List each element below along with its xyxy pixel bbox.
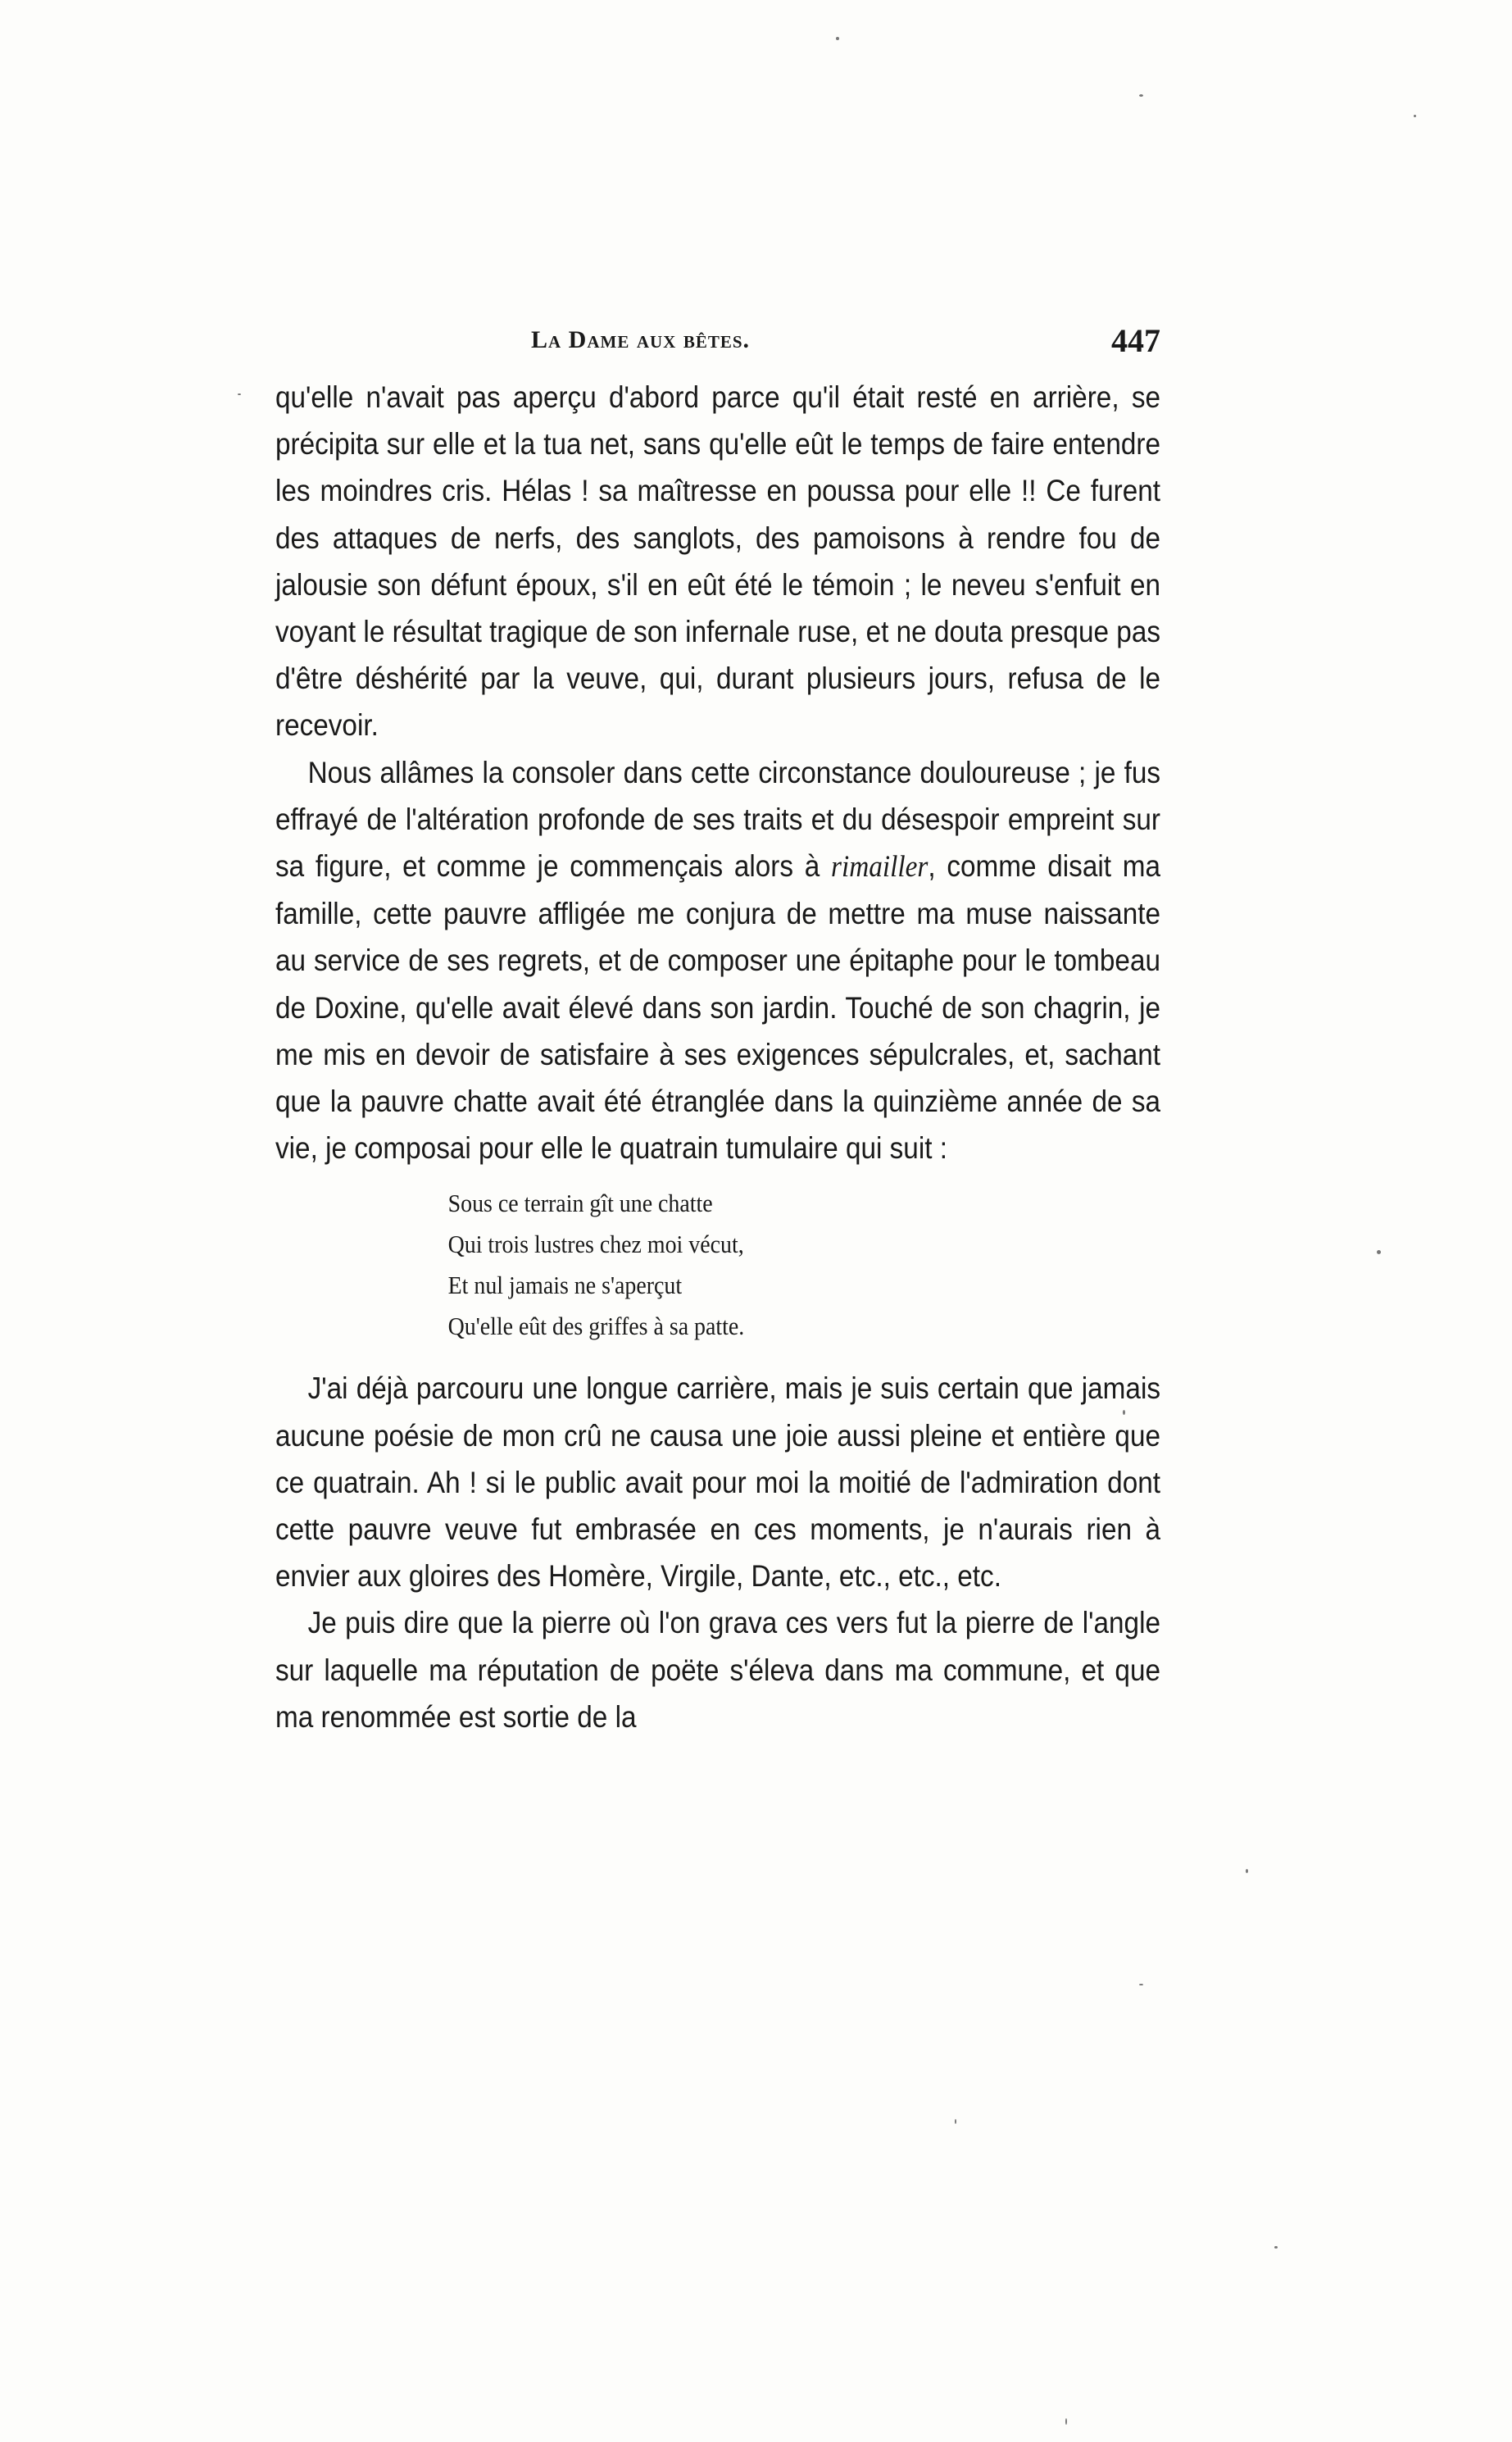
epitaph-verse bbox=[275, 1183, 1160, 1347]
scan-speck bbox=[836, 37, 839, 40]
scan-speck bbox=[1139, 1984, 1143, 1985]
paragraph-2-start: Nous allâmes la consoler dans cette circonstance douloureuse ; je fus effrayé de l'altération profonde de ses traits et du désespoir empreint sur sa figure, et comme je commençais alors à bbox=[275, 755, 1161, 884]
italic-word: rimailler bbox=[830, 850, 929, 884]
scan-speck bbox=[1246, 1869, 1248, 1873]
body-text bbox=[275, 374, 1160, 1740]
scan-speck bbox=[1139, 94, 1143, 97]
verse-line-1: Sous ce terrain gît une chatte bbox=[447, 1189, 713, 1218]
paragraph-4: Je puis dire que la pierre où l'on grava ces vers fut la pierre de l'angle sur laquelle ma réputation de poëte s'éleva dans ma commune, et que ma renommée est sortie de la bbox=[275, 1606, 1161, 1734]
scan-speck bbox=[1377, 1250, 1381, 1254]
running-title: La Dame aux bêtes. bbox=[531, 326, 751, 353]
scan-speck bbox=[1065, 2418, 1067, 2425]
paragraph-2 bbox=[275, 749, 1160, 1172]
paragraph-2-end: , comme disait ma famille, cette pauvre affligée me conjura de mettre ma muse naissante au service de ses regrets, et de composer une épitaphe pour le tombeau de Doxine, qu'elle avait élevé dans son jardin. Touché de son chagrin, je me mis en devoir de satisfaire à ses exigences sépulcrales, et, sachant que la pauvre chatte avait été étranglée dans la quinzième année de sa vie, je composai pour elle le quatrain tumulaire qui suit : bbox=[275, 849, 1160, 1166]
verse-line-2: Qui trois lustres chez moi vécut, bbox=[447, 1230, 744, 1259]
scan-speck bbox=[238, 393, 241, 395]
scan-speck bbox=[955, 2119, 956, 2124]
scan-speck bbox=[1274, 2246, 1278, 2249]
scan-speck bbox=[1123, 1410, 1125, 1415]
scan-speck bbox=[1414, 115, 1416, 117]
running-head bbox=[275, 322, 1160, 367]
page-number: 447 bbox=[1111, 322, 1160, 359]
paragraph-1: qu'elle n'avait pas aperçu d'abord parce qu'il était resté en arrière, se précipita sur elle et la tua net, sans qu'elle eût le temps de faire entendre les moindres cris. Hélas ! sa maîtresse en poussa pour elle !! Ce furent des attaques de nerfs, des sanglots, des pamoisons à rendre fou de jalousie son défunt époux, s'il en eût été le témoin ; le neveu s'enfuit en voyant le résultat tragique de son infernale ruse, et ne douta presque pas d'être déshérité par la veuve, qui, durant plusieurs jours, refusa de le recevoir. bbox=[275, 380, 1160, 743]
verse-line-4: Qu'elle eût des griffes à sa patte. bbox=[447, 1312, 745, 1341]
paragraph-3: J'ai déjà parcouru une longue carrière, mais je suis certain que jamais aucune poésie de mon crû ne causa une joie aussi pleine et entière que ce quatrain. Ah ! si le public avait pour moi la moitié de l'admiration dont cette pauvre veuve fut embrasée en ces moments, je n'aurais rien à envier aux gloires des Homère, Virgile, Dante, etc., etc., etc. bbox=[275, 1371, 1161, 1594]
verse-line-3: Et nul jamais ne s'aperçut bbox=[447, 1271, 683, 1300]
